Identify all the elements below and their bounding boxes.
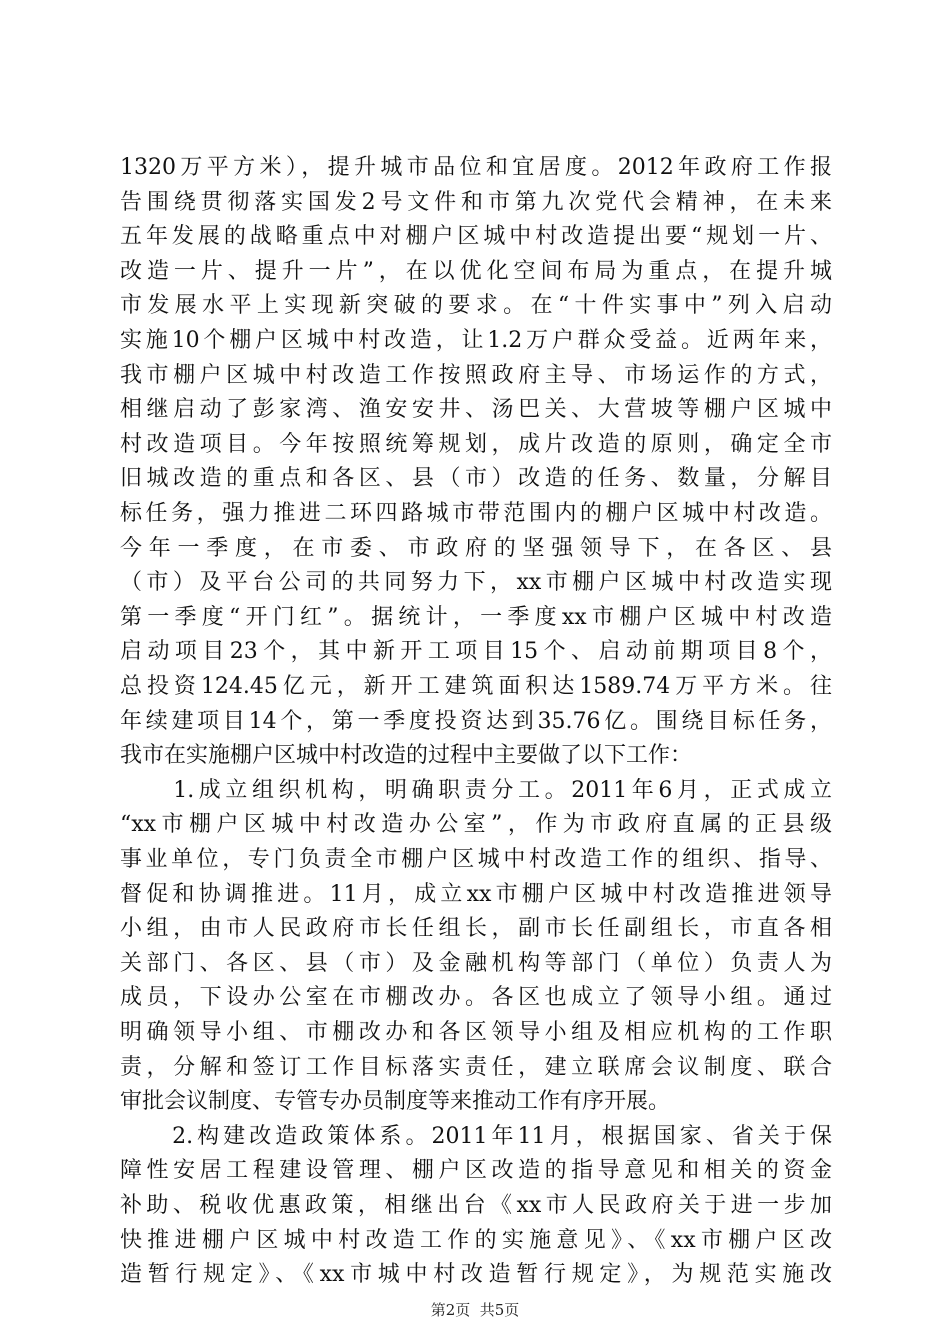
text-line: 启动项目23个，其中新开工项目15个、启动前期项目8个，	[120, 639, 832, 665]
text-line: 造暂行规定》、《xx市城中村改造暂行规定》，为规范实施改	[120, 1262, 832, 1288]
text-line: 成员，下设办公室在市棚改办。各区也成立了领导小组。通过	[120, 985, 832, 1011]
text-line: 村改造项目。今年按照统筹规划，成片改造的原则，确定全市	[120, 431, 832, 457]
text-line: 1.成立组织机构，明确职责分工。2011年6月，正式成立	[120, 777, 832, 803]
text-line: 改造一片、提升一片”，在以优化空间布局为重点，在提升城	[120, 258, 832, 284]
text-line: 督促和协调推进。11月，成立xx市棚户区城中村改造推进领导	[120, 881, 832, 907]
text-line: 旧城改造的重点和各区、县（市）改造的任务、数量，分解目	[120, 466, 832, 492]
text-line: 第一季度“开门红”。据统计，一季度xx市棚户区城中村改造	[120, 604, 832, 630]
text-line: 五年发展的战略重点中对棚户区城中村改造提出要“规划一片、	[120, 224, 832, 250]
text-line: 事业单位，专门负责全市棚户区城中村改造工作的组织、指导、	[120, 847, 832, 872]
text-line: 障性安居工程建设管理、棚户区改造的指导意见和相关的资金	[120, 1158, 832, 1184]
text-line: 我市在实施棚户区城中村改造的过程中主要做了以下工作：	[120, 743, 693, 769]
text-line: 2.构建改造政策体系。2011年11月，根据国家、省关于保	[120, 1123, 832, 1149]
text-line: 标任务，强力推进二环四路城市带范围内的棚户区城中村改造。	[120, 501, 832, 526]
text-line: 审批会议制度、专管专办员制度等来推动工作有序开展。	[120, 1089, 671, 1115]
text-line: 实施10个棚户区城中村改造，让1.2万户群众受益。近两年来，	[120, 328, 832, 353]
page-number: 第2页 共5页	[430, 1301, 520, 1319]
text-line: “xx市棚户区城中村改造办公室”，作为市政府直属的正县级	[120, 812, 832, 838]
text-line: 我市棚户区城中村改造工作按照政府主导、市场运作的方式，	[120, 362, 832, 388]
text-line: 年续建项目14个，第一季度投资达到35.76亿。围绕目标任务，	[120, 708, 832, 734]
text-line: 相继启动了彭家湾、渔安安井、汤巴关、大营坡等棚户区城中	[120, 397, 832, 423]
text-line: 小组，由市人民政府市长任组长，副市长任副组长，市直各相	[120, 916, 832, 942]
text-line: 责，分解和签订工作目标落实责任，建立联席会议制度、联合	[120, 1054, 832, 1080]
text-line: 总投资124.45亿元，新开工建筑面积达1589.74万平方米。往	[120, 674, 832, 699]
text-line: 今年一季度，在市委、市政府的坚强领导下，在各区、县	[120, 535, 832, 561]
text-line: 市发展水平上实现新突破的要求。在“十件实事中”列入启动	[120, 293, 832, 319]
text-line: 告围绕贯彻落实国发2号文件和市第九次党代会精神，在未来	[120, 189, 832, 215]
text-line: 1320万平方米），提升城市品位和宜居度。2012年政府工作报	[120, 155, 832, 180]
text-line: （市）及平台公司的共同努力下，xx市棚户区城中村改造实现	[120, 570, 832, 596]
text-line: 明确领导小组、市棚改办和各区领导小组及相应机构的工作职	[120, 1020, 832, 1045]
text-line: 快推进棚户区城中村改造工作的实施意见》、《xx市棚户区改	[120, 1227, 832, 1253]
page-footer	[0, 1300, 950, 1320]
text-line: 关部门、各区、县（市）及金融机构等部门（单位）负责人为	[120, 950, 832, 976]
text-line: 补助、税收优惠政策，相继出台《xx市人民政府关于进一步加	[120, 1193, 832, 1218]
